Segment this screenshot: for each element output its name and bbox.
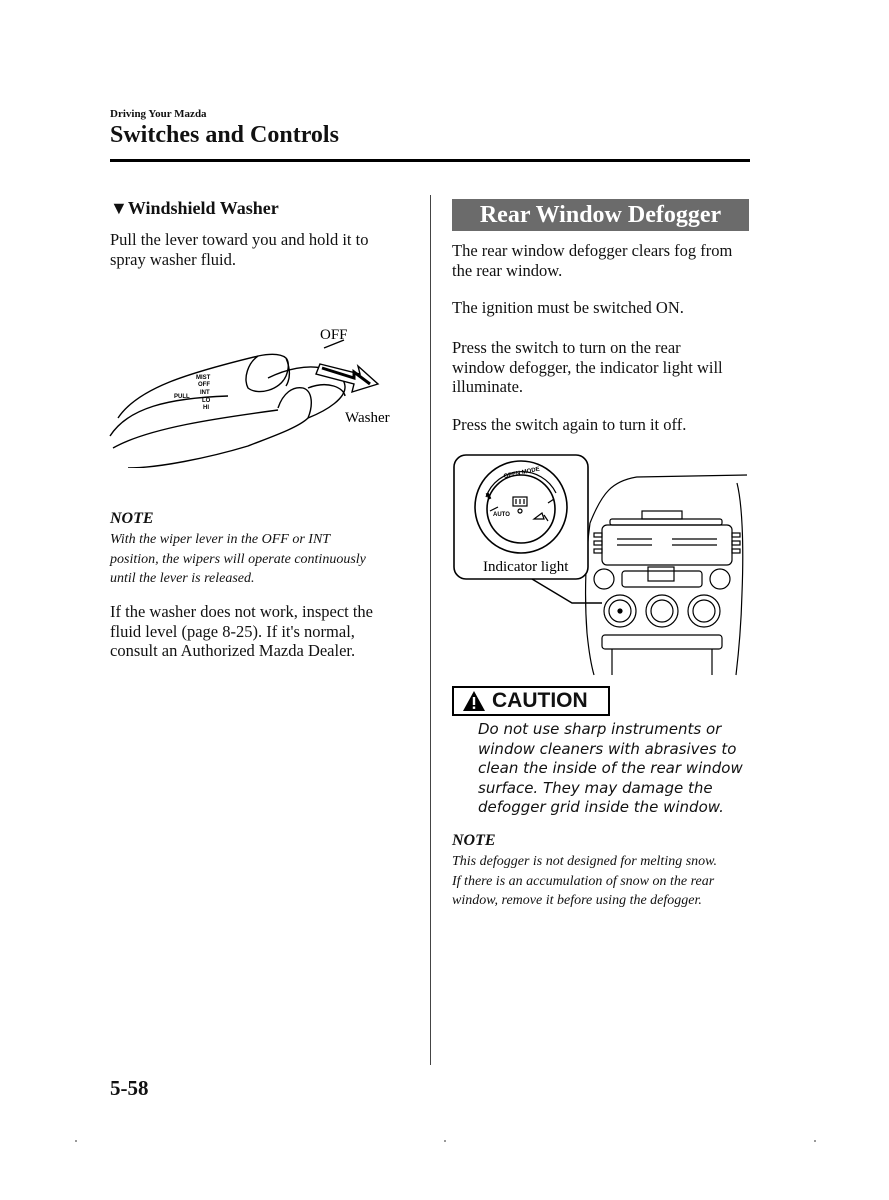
lever-label-off: OFF (198, 382, 210, 388)
off-label: OFF (320, 327, 348, 343)
page-number: 5-58 (110, 1076, 149, 1100)
section-label: Driving Your Mazda (110, 108, 207, 120)
text-line: fluid level (page 8-25). If it's normal, (110, 621, 355, 641)
text-line: If the washer does not work, inspect the (110, 602, 374, 621)
text-line: the rear window. (452, 260, 563, 280)
indicator-leader-line (532, 579, 602, 603)
column-divider (430, 195, 431, 1065)
windshield-washer-heading-text: Windshield Washer (127, 198, 279, 218)
text-line: window defogger, the indicator light will (452, 357, 723, 377)
rear-window-defogger-heading: Rear Window Defogger (452, 199, 749, 231)
lever-label-mist: MIST (196, 375, 211, 381)
left-note-title: NOTE (110, 510, 154, 527)
text-line: spray washer fluid. (110, 249, 237, 269)
right-note-body (452, 852, 717, 911)
text-line: The rear window defogger clears fog from (452, 241, 733, 260)
left-note-body (110, 530, 366, 589)
title-rule (110, 159, 750, 162)
text-line: This defogger is not designed for melting snow. (452, 854, 717, 869)
windshield-washer-heading (110, 198, 279, 219)
scan-dot (444, 1140, 446, 1142)
right-note-title: NOTE (452, 832, 496, 849)
lever-label-hi: HI (203, 405, 209, 411)
text-line: defogger grid inside the window. (478, 798, 724, 816)
text-line: window, remove it before using the defogger. (452, 893, 702, 908)
washer-intro (110, 230, 368, 269)
text-line: Do not use sharp instruments or (478, 720, 722, 738)
lever-bottom-edge (113, 410, 278, 448)
text-line: clean the inside of the rear window (478, 759, 743, 777)
scan-dot (814, 1140, 816, 1142)
defogger-dashboard-illustration (452, 453, 752, 678)
text-line: Press the switch to turn on the rear (452, 338, 681, 357)
dial-auto-label: AUTO (493, 512, 510, 518)
lever-label-lo: LO (202, 398, 211, 404)
caution-text (478, 720, 758, 818)
page-title: Switches and Controls (110, 122, 339, 148)
text-line: window cleaners with abrasives to (478, 739, 737, 758)
dial-mode-label: OPEN MODE (503, 466, 541, 480)
triangle-marker-icon: ▼ (110, 198, 128, 218)
defogger-para-2: The ignition must be switched ON. (452, 298, 684, 317)
washer-label: Washer (345, 410, 390, 426)
text-line: consult an Authorized Mazda Dealer. (110, 641, 356, 660)
defogger-para-4: Press the switch again to turn it off. (452, 415, 687, 434)
washer-troubleshoot (110, 602, 373, 661)
text-line: With the wiper lever in the OFF or INT (110, 532, 331, 547)
defogger-para-1 (452, 241, 732, 280)
text-line: Pull the lever toward you and hold it to (110, 230, 369, 249)
wiper-lever-illustration (108, 318, 413, 468)
text-line: position, the wipers will operate continuously (110, 551, 366, 567)
lever-label-int: INT (200, 390, 210, 396)
caution-badge (452, 686, 610, 716)
defogger-para-3 (452, 338, 723, 397)
text-line: illuminate. (452, 377, 524, 396)
indicator-light-label: Indicator light (483, 559, 569, 575)
text-line: until the lever is released. (110, 571, 255, 586)
lever-knob (246, 356, 288, 392)
lever-label-pull: PULL (174, 394, 190, 400)
text-line: surface. They may damage the (478, 778, 713, 797)
scan-dot (75, 1140, 77, 1142)
warning-triangle-icon (462, 690, 486, 712)
text-line: If there is an accumulation of snow on the rear (452, 873, 715, 889)
caution-label: CAUTION (492, 689, 588, 712)
